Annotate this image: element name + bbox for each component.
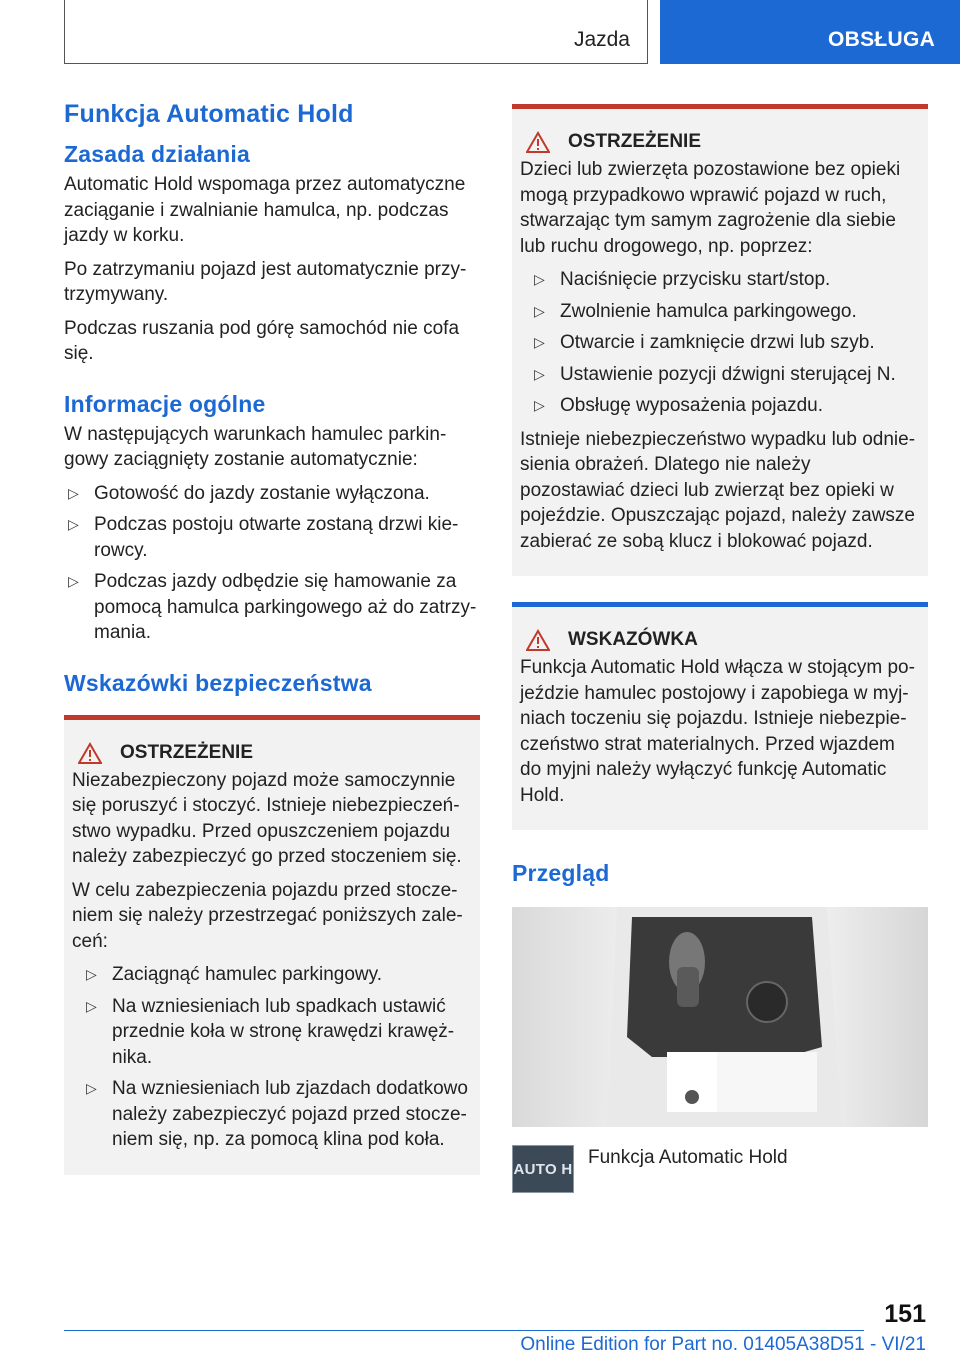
list-item: ▷ Na wzniesieniach lub spadkach ustawić przednie koła w stronę krawędzi krawęż-nika.: [86, 995, 455, 1068]
warning-header: OSTRZEŻENIE: [72, 742, 472, 764]
list-item: ▷ Zaciągnąć hamulec parkingowy.: [82, 962, 472, 988]
header-tab[interactable]: OBSŁUGA: [660, 0, 960, 64]
heading-zasada: Zasada działania: [64, 141, 250, 167]
paragraph: Podczas ruszania pod górę samochód nie cofa się.: [64, 317, 460, 364]
paragraph: Dzieci lub zwierzęta pozostawione bez opieki mogą przypadkowo wprawić pojazd w ruch, stwarzając tym samym zagrożenie dla siebie lub ruchu drogowego, np. poprzez:: [520, 159, 901, 257]
warning-icon: [526, 131, 550, 153]
auto-h-button-icon: AUTO H: [512, 1145, 574, 1193]
paragraph: W celu zabezpieczenia pojazdu przed stocze-niem się należy przestrzegać poniższych zale-ceń:: [72, 879, 463, 952]
warning-box: [64, 715, 480, 1175]
risk-list: [520, 267, 920, 419]
paragraph: Funkcja Automatic Hold włącza w stojącym po-jeździe hamulec postojowy i zapobiega w myj-niach toczeniu się pojazdu. Istnieje niebezpie-czeństwo strat materialnych. Przed wjazdem do myjni należy wyłączyć funkcję Automatic Hold.: [520, 657, 915, 806]
triangle-bullet-icon: ▷: [534, 271, 545, 287]
footer-edition: Online Edition for Part no. 01405A38D51 - VI/21: [520, 1334, 926, 1355]
footer-rule: [64, 1330, 864, 1331]
triangle-bullet-icon: ▷: [86, 966, 97, 982]
warning-box: [512, 104, 928, 576]
left-column: [64, 100, 480, 1189]
caption: Funkcja Automatic Hold: [588, 1147, 788, 1168]
list-item: ▷ Naciśnięcie przycisku start/stop.: [530, 267, 920, 293]
note-header: WSKAZÓWKA: [520, 629, 920, 651]
center-console-photo: [512, 907, 928, 1127]
paragraph: W następujących warunkach hamulec parkin-gowy zaciągnięty zostanie automatycznie:: [64, 423, 447, 470]
triangle-bullet-icon: ▷: [68, 484, 79, 501]
triangle-bullet-icon: ▷: [534, 397, 545, 413]
heading-przeglad: Przegląd: [512, 860, 610, 886]
triangle-bullet-icon: ▷: [68, 516, 79, 532]
list-item: ▷ Podczas postoju otwarte zostaną drzwi kie-rowcy.: [68, 514, 459, 561]
note-box: [512, 602, 928, 830]
triangle-bullet-icon: ▷: [534, 365, 545, 382]
heading-wskazowki: Wskazówki bezpieczeństwa: [64, 669, 372, 696]
list-item: ▷ Ustawienie pozycji dźwigni sterującej N.: [530, 362, 920, 388]
paragraph: Niezabezpieczony pojazd może samoczynnie się poruszyć i stoczyć. Istnieje niebezpieczeń-stwo wypadku. Przed opuszczeniem pojazdu należy zabezpieczyć go przed stoczeniem się.: [72, 769, 462, 867]
warning-icon: [78, 742, 102, 764]
header-section-label: Jazda: [573, 28, 630, 51]
page-number: 151: [884, 1300, 926, 1328]
list-item: ▷ Zwolnienie hamulca parkingowego.: [530, 299, 920, 325]
center-console-illustration: [512, 907, 928, 1127]
list-item: ▷ Podczas jazdy odbędzie się hamowanie za pomocą hamulca parkingowego aż do zatrzy-mania.: [68, 571, 477, 643]
right-column: [512, 104, 928, 1193]
heading-informacje: Informacje ogólne: [64, 390, 266, 417]
triangle-bullet-icon: ▷: [68, 573, 79, 589]
autoh-row: [512, 1145, 928, 1193]
list-item: ▷ Obsługę wyposażenia pojazdu.: [530, 393, 920, 419]
safety-list: [72, 962, 472, 1153]
triangle-bullet-icon: ▷: [534, 334, 545, 350]
conditions-list: [64, 481, 480, 646]
warning-header: OSTRZEŻENIE: [520, 131, 920, 153]
triangle-bullet-icon: ▷: [534, 302, 545, 319]
warning-icon: [526, 629, 550, 651]
list-item: ▷ Otwarcie i zamknięcie drzwi lub szyb.: [530, 330, 920, 356]
triangle-bullet-icon: ▷: [86, 1080, 97, 1096]
header-frame: [64, 0, 648, 64]
list-item: ▷ Gotowość do jazdy zostanie wyłączona.: [64, 481, 480, 507]
paragraph: Po zatrzymaniu pojazd jest automatycznie przy-trzymywany.: [64, 258, 467, 305]
paragraph: Istnieje niebezpieczeństwo wypadku lub odnie-sienia obrażeń. Dlatego nie należy pozostawiać dzieci lub zwierząt bez opieki w pojeździe. Opuszczając pojazd, należy zawsze zabierać ze sobą klucz i blokować pojazd.: [520, 428, 916, 552]
paragraph: Automatic Hold wspomaga przez automatyczne zaciąganie i zwalnianie hamulca, np. podczas jazdy w korku.: [64, 174, 466, 246]
list-item: ▷ Na wzniesieniach lub zjazdach dodatkowo należy zabezpieczyć pojazd przed stocze-niem się, np. za pomocą klina pod koła.: [86, 1078, 468, 1150]
page-title: Funkcja Automatic Hold: [64, 100, 354, 128]
triangle-bullet-icon: ▷: [86, 997, 97, 1014]
